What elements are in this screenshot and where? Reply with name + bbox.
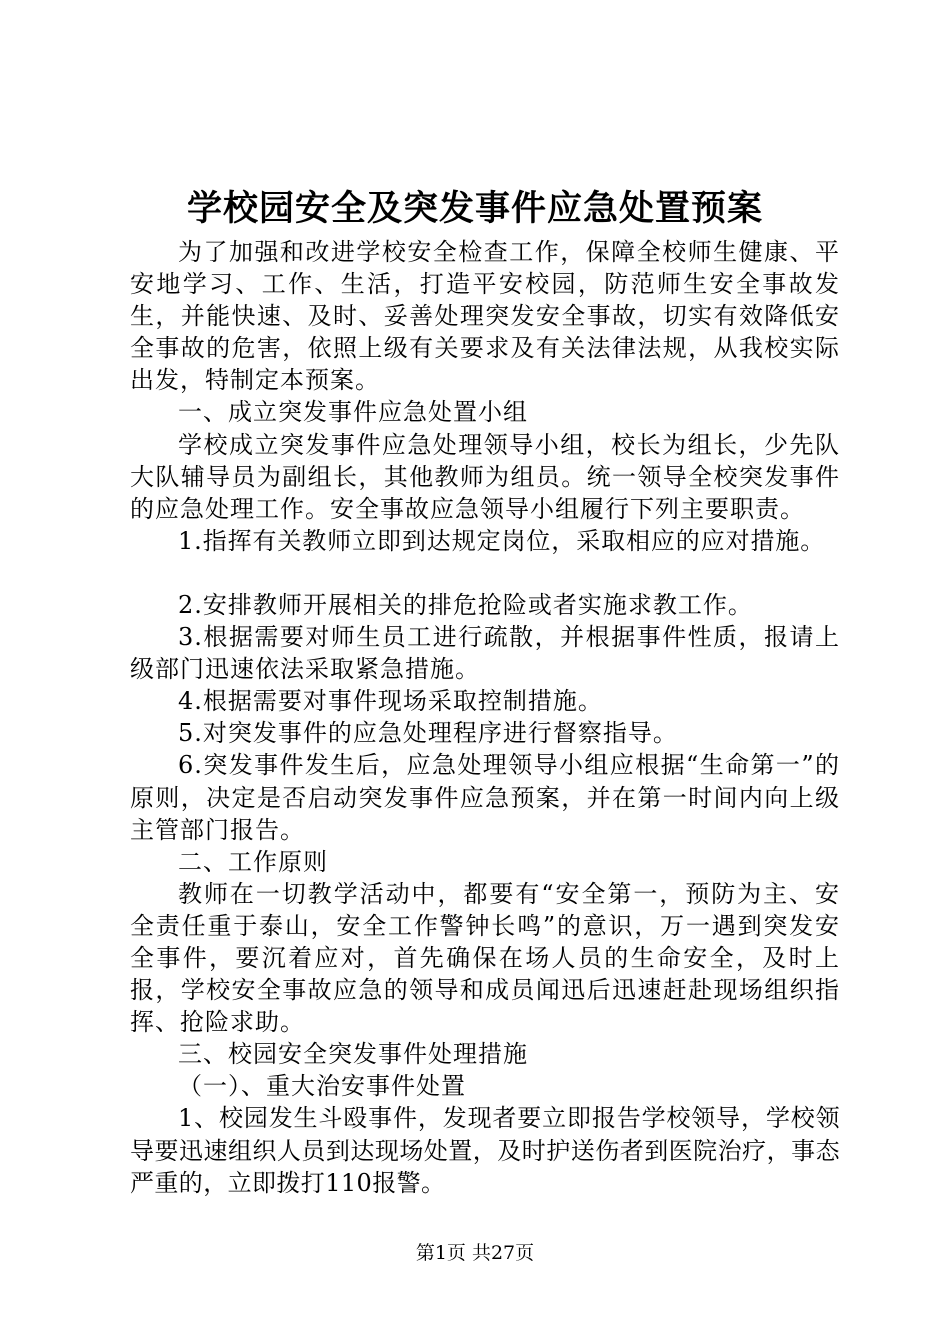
section-heading-1: 一、成立突发事件应急处置小组 bbox=[178, 398, 528, 427]
body-paragraph: 教师在一切教学活动中，都要有“安全第一，预防为主、安全责任重于泰山，安全工作警钟长鸣”的意识，万一遇到突发安全事件，要沉着应对，首先确保在场人员的生命安全，及时上报，学校安全事故应急的领导和成员闻迅后迅速赶赴现场组织指挥、抢险求助。 bbox=[130, 879, 840, 1037]
document-body bbox=[130, 236, 840, 1199]
page-footer: 第1页 共27页 bbox=[415, 1242, 535, 1264]
subsection-heading: （一）、重大治安事件处置 bbox=[178, 1072, 466, 1101]
list-item-1: 1.指挥有关教师立即到达规定岗位，采取相应的应对措施。 bbox=[178, 526, 826, 555]
section-heading-3: 三、校园安全突发事件处理措施 bbox=[178, 1040, 528, 1069]
list-item-6: 6.突发事件发生后，应急处理领导小组应根据“生命第一”的原则，决定是否启动突发事件应急预案，并在第一时间内向上级主管部门报告。 bbox=[130, 751, 840, 844]
list-item-2: 2.安排教师开展相关的排危抢险或者实施求教工作。 bbox=[178, 590, 753, 619]
blank-line bbox=[130, 557, 840, 589]
list-item-4: 4.根据需要对事件现场采取控制措施。 bbox=[178, 687, 603, 716]
body-paragraph: 学校成立突发事件应急处理领导小组，校长为组长，少先队大队辅导员为副组长，其他教师为组员。统一领导全校突发事件的应急处理工作。安全事故应急领导小组履行下列主要职责。 bbox=[130, 430, 840, 523]
section-heading-2: 二、工作原则 bbox=[178, 847, 328, 876]
body-paragraph: 1、校园发生斗殴事件，发现者要立即报告学校领导，学校领导要迅速组织人员到达现场处置，及时护送伤者到医院治疗，事态严重的，立即拨打110报警。 bbox=[130, 1104, 840, 1197]
document-title: 学校园安全及突发事件应急处置预案 bbox=[186, 188, 763, 229]
list-item-5: 5.对突发事件的应急处理程序进行督察指导。 bbox=[178, 719, 678, 748]
intro-paragraph: 为了加强和改进学校安全检查工作，保障全校师生健康、平安地学习、工作、生活，打造平安校园，防范师生安全事故发生，并能快速、及时、妥善处理突发安全事故，切实有效降低安全事故的危害，依照上级有关要求及有关法律法规，从我校实际出发，特制定本预案。 bbox=[130, 238, 840, 395]
list-item-3: 3.根据需要对师生员工进行疏散，并根据事件性质，报请上级部门迅速依法采取紧急措施。 bbox=[130, 623, 840, 684]
